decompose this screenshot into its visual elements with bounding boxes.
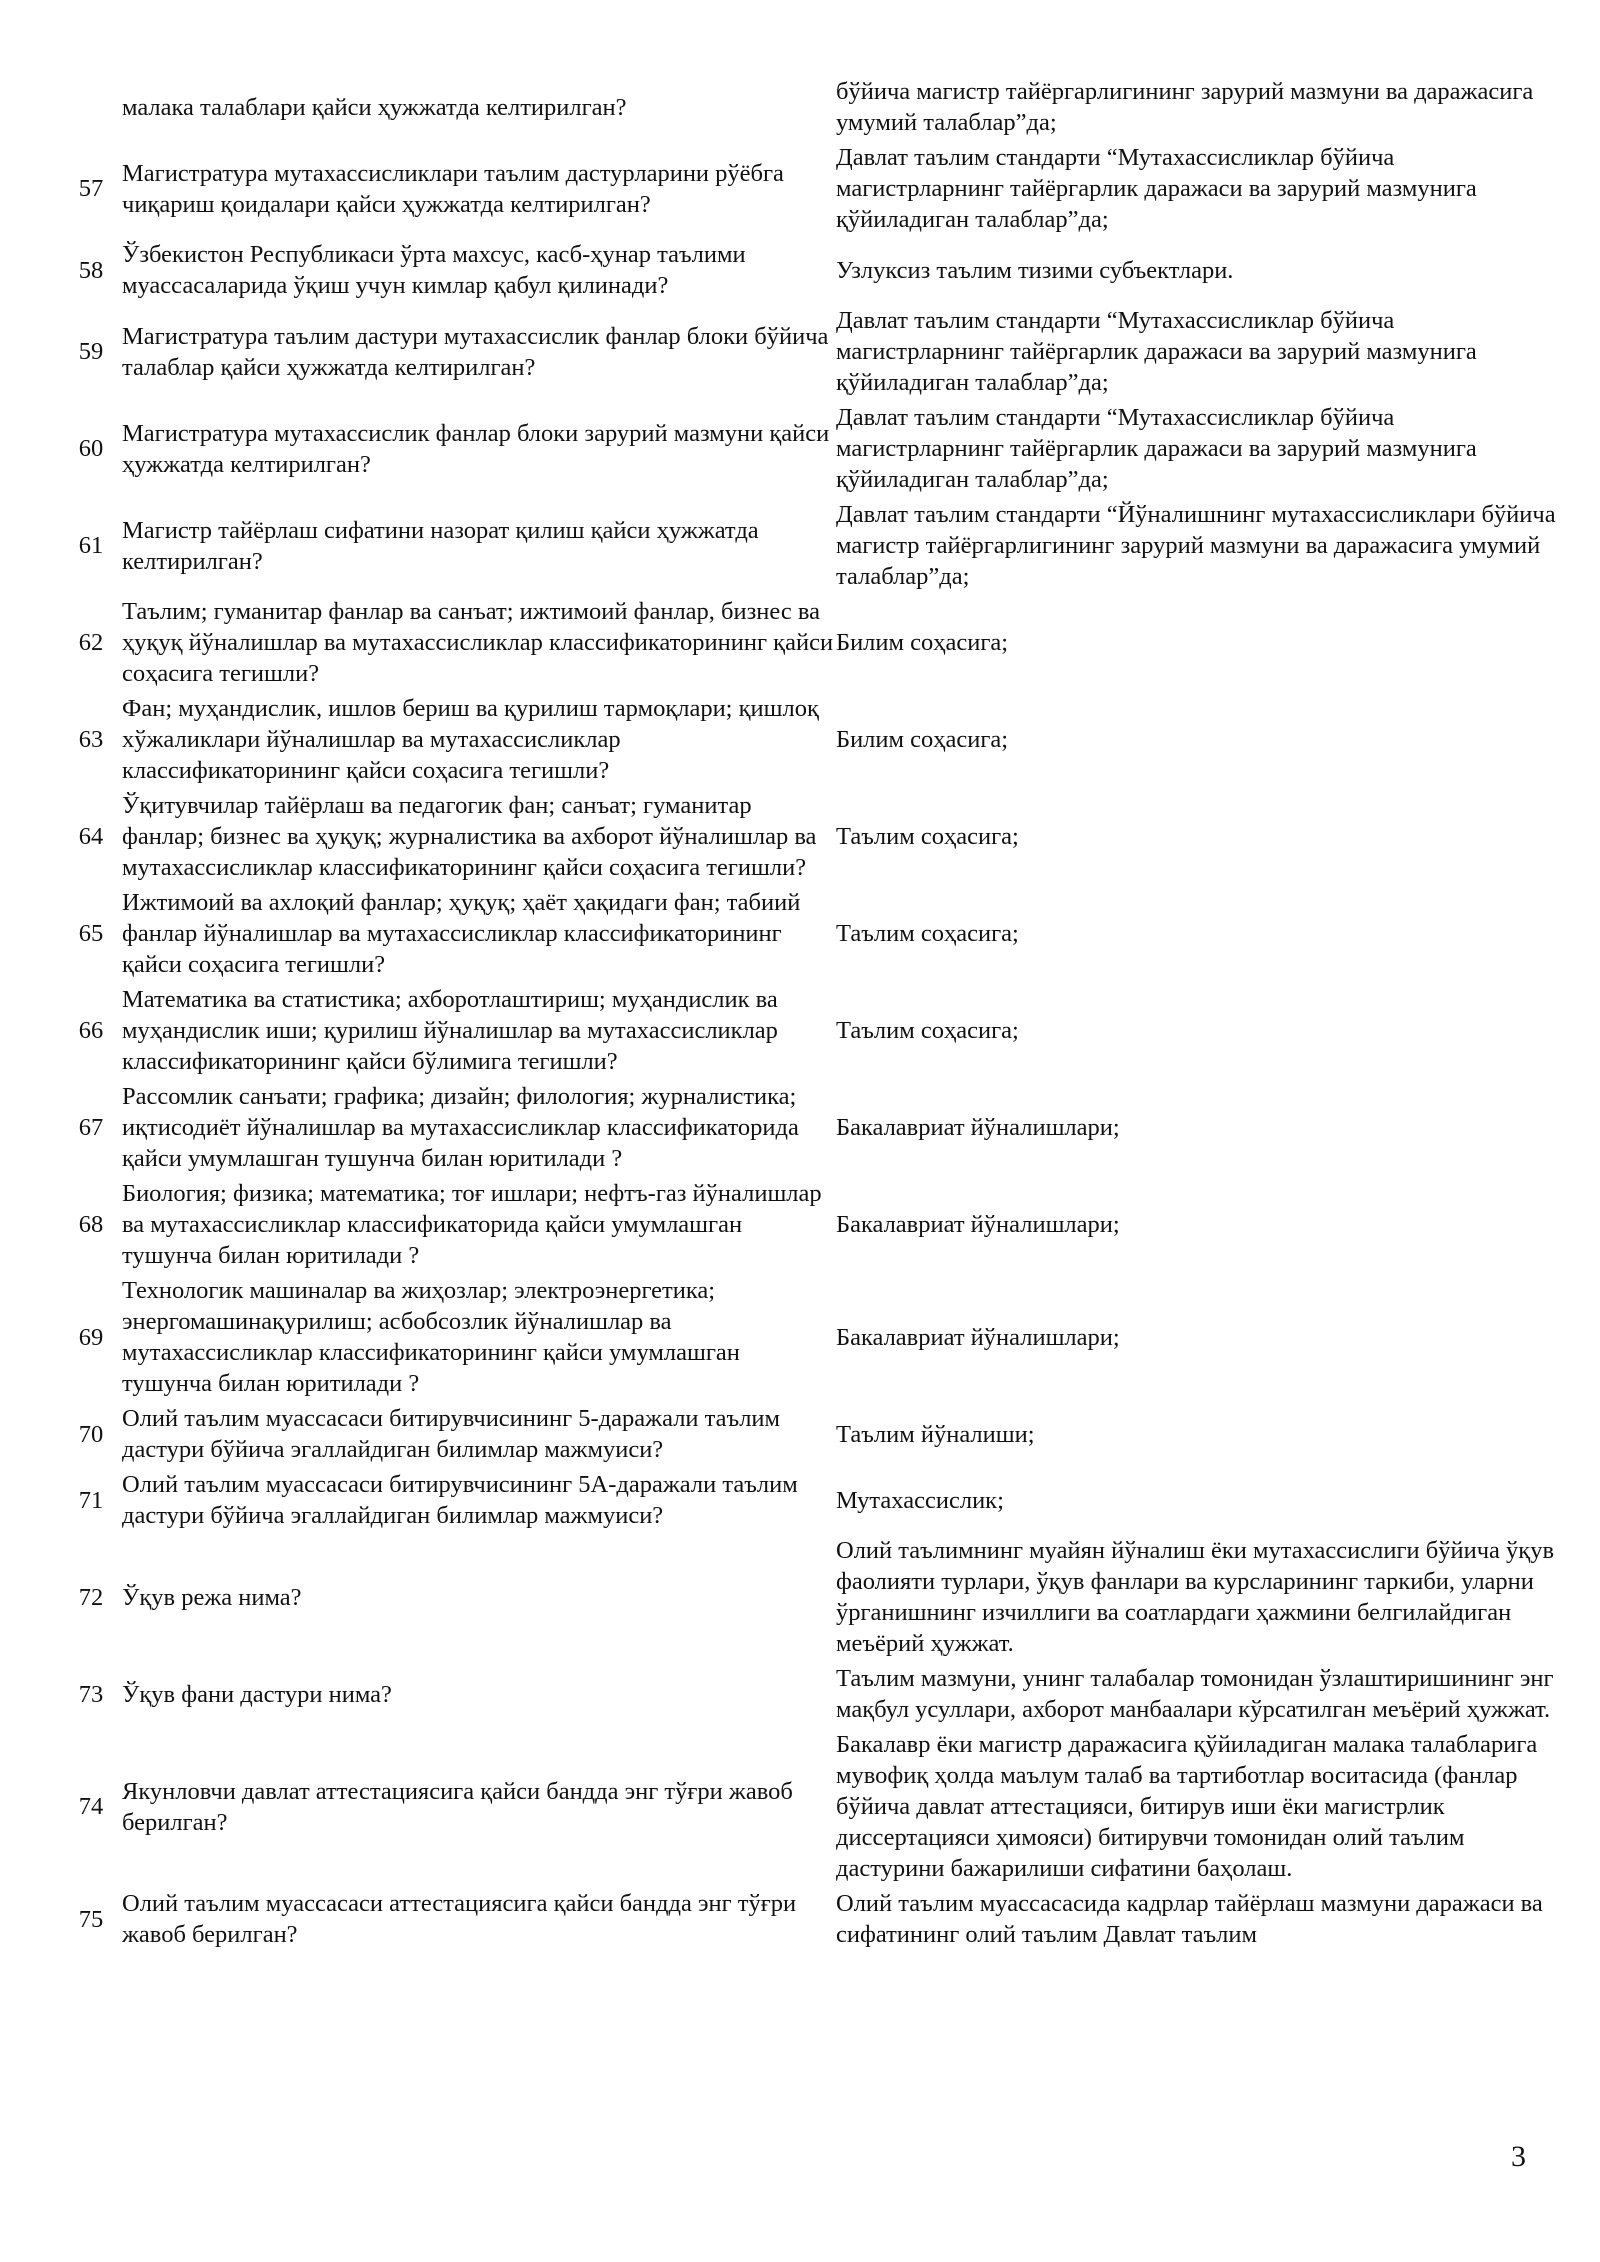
answer-cell: Узлуксиз таълим тизими субъектлари. (836, 256, 1234, 284)
question-cell: Ўқитувчилар тайёрлаш ва педагогик фан; санъат; гуманитар фанлар; бизнес ва ҳуқуқ; журналистика ва ахборот йўналишлар ва мутахассисликлар классификаторининг қайси соҳасига тегишли? (122, 792, 817, 881)
answer-cell: Давлат таълим стандарти “Йўналишнинг мутахассисликлари бўйича магистр тайёргарлигининг зарурий мазмуни ва даражасига умумий талаблар”да; (836, 501, 1556, 590)
table-row (60, 1275, 1560, 1403)
table-row (60, 305, 1560, 402)
answer-cell: Таълим соҳасига; (836, 920, 1019, 947)
table-row (60, 499, 1560, 596)
table-row (60, 239, 1560, 305)
row-number: 58 (78, 256, 104, 284)
row-number: 67 (78, 1114, 104, 1141)
question-cell: Ижтимоий ва ахлоқий фанлар; ҳуқуқ; ҳаёт ҳақидаги фан; табиий фанлар йўналишлар ва мутахассисликлар классификаторининг қайси соҳасига тегишли? (122, 889, 801, 978)
answer-cell: Бакалавр ёки магистр даражасига қўйиладиган малака талабларига мувофиқ ҳолда маълум талаб ва тартиботлар воситасида (фанлар бўйича давлат аттестацияси, битирув иши ёки магистрлик диссертацияси ҳимояси) битирувчи томонидан олий таълим дастурини бажарилиши сифатини баҳолаш. (836, 1731, 1538, 1882)
table-row (60, 76, 1560, 142)
question-cell: Магистратура таълим дастури мутахассислик фанлар блоки бўйича талаблар қайси ҳужжатда келтирилган? (122, 322, 829, 381)
table-row (60, 142, 1560, 239)
answer-cell: Мутахассислик; (836, 1486, 1004, 1514)
row-number: 57 (78, 175, 104, 202)
row-number: 62 (78, 629, 104, 656)
row-number: 63 (78, 726, 104, 753)
page-number: 3 (1511, 2140, 1526, 2173)
answer-cell: Олий таълимнинг муайян йўналиш ёки мутахассислиги бўйича ўқув фаолияти турлари, ўқув фанлари ва курсларининг таркиби, уларни ўрганишнинг изчиллиги ва соатлардаги ҳажмини белгилайдиган меъёрий ҳужжат. (836, 1537, 1555, 1657)
answer-cell: Таълим мазмуни, унинг талабалар томонидан ўзлаштиришининг энг мақбул усуллари, ахборот манбаалари кўрсатилган меъёрий ҳужжат. (836, 1665, 1554, 1723)
table-row (60, 1403, 1560, 1469)
table-row (60, 1729, 1560, 1888)
table-row (60, 887, 1560, 984)
table-row (60, 1178, 1560, 1275)
answer-cell: Олий таълим муассасасида кадрлар тайёрлаш мазмуни даражаси ва сифатининг олий таълим Давлат таълим (836, 1890, 1543, 1948)
row-number: 64 (78, 823, 104, 850)
table-row (60, 402, 1560, 499)
question-cell: Таълим; гуманитар фанлар ва санъат; ижтимоий фанлар, бизнес ва ҳуқуқ йўналишлар ва мутахассисликлар классификаторининг қайси соҳасига тегишли? (122, 598, 834, 687)
row-number: 71 (78, 1486, 104, 1514)
answer-cell: Давлат таълим стандарти “Мутахассисликлар бўйича магистрларнинг тайёргарлик даражаси ва зарурий мазмунига қўйиладиган талаблар”да; (836, 404, 1477, 493)
question-cell: Рассомлик санъати; графика; дизайн; филология; журналистика; иқтисодиёт йўналишлар ва мутахассисликлар классификаторида қайси умумлашган тушунча билан юритилади ? (122, 1083, 799, 1172)
row-number (60, 76, 122, 142)
row-number: 68 (78, 1211, 104, 1238)
table-row (60, 1469, 1560, 1535)
question-cell: Технологик машиналар ва жиҳозлар; электроэнергетика; энергомашинақурилиш; асбобсозлик йўналишлар ва мутахассисликлар классификаторининг қайси умумлашган тушунча билан юритилади ? (122, 1277, 740, 1397)
answer-cell: Билим соҳасига; (836, 629, 1009, 656)
row-number: 69 (78, 1323, 104, 1351)
row-number: 66 (78, 1017, 104, 1044)
question-cell: Магистратура мутахассислик фанлар блоки зарурий мазмуни қайси ҳужжатда келтирилган? (122, 419, 830, 478)
row-number: 74 (78, 1793, 104, 1820)
answer-cell: Билим соҳасига; (836, 726, 1009, 753)
row-number: 60 (78, 435, 104, 462)
table-row (60, 1535, 1560, 1663)
table-row (60, 1663, 1560, 1729)
row-number: 72 (78, 1583, 104, 1611)
table-row (60, 790, 1560, 887)
answer-cell: Таълим йўналиши; (836, 1420, 1035, 1448)
table-row (60, 1888, 1560, 1954)
question-cell: Олий таълим муассасаси битирувчисининг 5-даражали таълим дастури бўйича эгаллайдиган билимлар мажмуиси? (122, 1405, 781, 1463)
question-cell: Ўзбекистон Республикаси ўрта махсус, касб-ҳунар таълими муассасаларида ўқиш учун кимлар қабул қилинади? (122, 241, 746, 299)
question-cell: Якунловчи давлат аттестациясига қайси бандда энг тўғри жавоб берилган? (122, 1777, 793, 1836)
question-cell: Ўқув режа нима? (122, 1583, 302, 1611)
answer-cell: Бакалавриат йўналишлари; (836, 1114, 1120, 1141)
answer-cell: Бакалавриат йўналишлари; (836, 1211, 1120, 1238)
question-cell: Фан; муҳандислик, ишлов бериш ва қурилиш тармоқлари; қишлоқ хўжаликлари йўналишлар ва мутахассисликлар классификаторининг қайси соҳасига тегишли? (122, 695, 819, 784)
row-number: 75 (78, 1905, 104, 1933)
answer-cell: Бакалавриат йўналишлари; (836, 1323, 1120, 1351)
answer-cell: Давлат таълим стандарти “Мутахассисликлар бўйича магистрларнинг тайёргарлик даражаси ва зарурий мазмунига қўйиладиган талаблар”да; (836, 307, 1477, 396)
question-cell: Магистр тайёрлаш сифатини назорат қилиш қайси ҳужжатда келтирилган? (122, 516, 759, 575)
question-cell: Магистратура мутахассисликлари таълим дастурларини рўёбга чиқариш қоидалари қайси ҳужжатда келтирилган? (122, 159, 784, 218)
row-number: 61 (78, 532, 104, 559)
table-row (60, 984, 1560, 1081)
qa-table (60, 76, 1560, 1954)
qa-table-body (60, 76, 1560, 1954)
question-cell: Ўқув фани дастури нима? (122, 1680, 392, 1708)
answer-cell: Таълим соҳасига; (836, 823, 1019, 850)
row-number: 73 (78, 1680, 104, 1708)
answer-cell: бўйича магистр тайёргарлигининг зарурий мазмуни ва даражасига умумий талаблар”да; (836, 78, 1534, 136)
table-row (60, 693, 1560, 790)
table-row (60, 596, 1560, 693)
question-cell: малака талаблари қайси ҳужжатда келтирилган? (122, 93, 627, 121)
answer-cell: Таълим соҳасига; (836, 1017, 1019, 1044)
row-number: 65 (78, 920, 104, 947)
row-number: 70 (78, 1420, 104, 1448)
answer-cell: Давлат таълим стандарти “Мутахассисликлар бўйича магистрларнинг тайёргарлик даражаси ва зарурий мазмунига қўйиладиган талаблар”да; (836, 144, 1477, 233)
question-cell: Биология; физика; математика; тоғ ишлари; нефтъ-газ йўналишлар ва мутахассисликлар классификаторида қайси умумлашган тушунча билан юритилади ? (122, 1180, 822, 1269)
question-cell: Олий таълим муассасаси аттестациясига қайси бандда энг тўғри жавоб берилган? (122, 1890, 797, 1948)
row-number: 59 (78, 338, 104, 365)
table-row (60, 1081, 1560, 1178)
question-cell: Олий таълим муассасаси битирувчисининг 5А-даражали таълим дастури бўйича эгаллайдиган билимлар мажмуиси? (122, 1471, 798, 1529)
question-cell: Математика ва статистика; ахборотлаштириш; муҳандислик ва муҳандислик иши; қурилиш йўналишлар ва мутахассисликлар классификаторининг қайси бўлимига тегишли? (122, 986, 778, 1075)
